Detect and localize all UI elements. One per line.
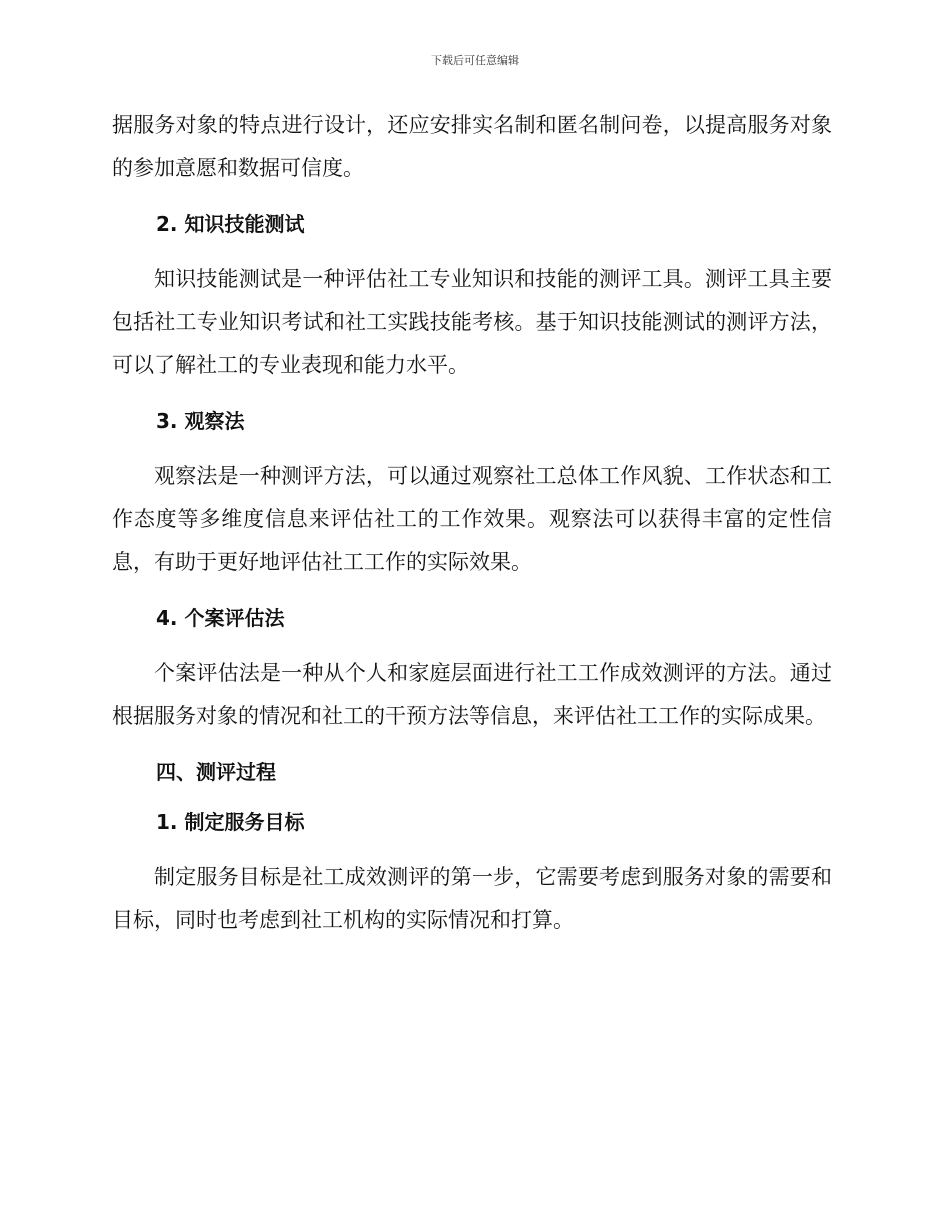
heading-case-evaluation: 4. 个案评估法 (156, 606, 285, 630)
paragraph-case-evaluation: 个案评估法是一种从个人和家庭层面进行社工工作成效测评的方法。通过根据服务对象的情况和社工的干预方法等信息，来评估社工工作的实际成果。 (112, 661, 832, 728)
paragraph-observation-method: 观察法是一种测评方法，可以通过观察社工总体工作风貌、工作状态和工作态度等多维度信息来评估社工的工作效果。观察法可以获得丰富的定性信息，有助于更好地评估社工工作的实际效果。 (112, 464, 832, 574)
heading-knowledge-skill-test: 2. 知识技能测试 (156, 212, 305, 236)
heading-observation-method: 3. 观察法 (156, 409, 245, 433)
page-header: 下载后可任意编辑 (431, 54, 519, 67)
document-body (112, 104, 832, 960)
paragraph-knowledge-skill-test: 知识技能测试是一种评估社工专业知识和技能的测评工具。测评工具主要包括社工专业知识考试和社工实践技能考核。基于知识技能测试的测评方法，可以了解社工的专业表现和能力水平。 (112, 267, 832, 377)
heading-evaluation-process: 四、测评过程 (156, 760, 276, 784)
paragraph-continuation: 据服务对象的特点进行设计，还应安排实名制和匿名制问卷，以提高服务对象的参加意愿和数据可信度。 (112, 113, 832, 180)
heading-set-service-goals: 1. 制定服务目标 (156, 810, 305, 834)
paragraph-set-service-goals: 制定服务目标是社工成效测评的第一步，它需要考虑到服务对象的需要和目标，同时也考虑到社工机构的实际情况和打算。 (112, 865, 832, 932)
